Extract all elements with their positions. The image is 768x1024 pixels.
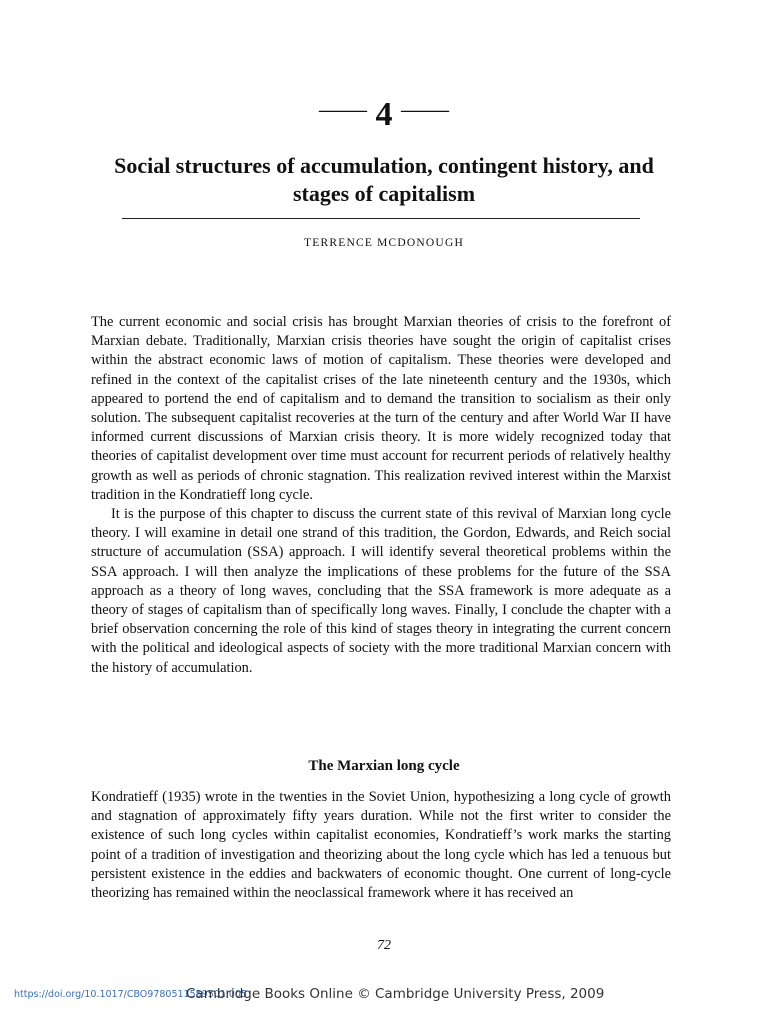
chapter-number bbox=[0, 96, 768, 134]
chapter-dash-left: —— bbox=[319, 97, 367, 123]
intro-text bbox=[91, 313, 671, 678]
section-text bbox=[91, 788, 671, 903]
copyright-notice: Cambridge Books Online © Cambridge University Press, 2009 bbox=[186, 986, 605, 1002]
section-heading: The Marxian long cycle bbox=[308, 758, 460, 774]
chapter-author: TERRENCE MCDONOUGH bbox=[304, 237, 464, 249]
doi-link[interactable]: https://doi.org/10.1017/CBO9780511559501.005 bbox=[14, 989, 248, 1000]
chapter-number-value: 4 bbox=[375, 96, 393, 133]
section-paragraph: Kondratieff (1935) wrote in the twenties in the Soviet Union, hypothesizing a long cycle of growth and stagnation of approximately fifty years duration. While not the first writer to consider the existence of such long cycles within capitalist economies, Kondratieff’s work marks the starting point of a tradition of investigation and theorizing about the long cycle which has led a tenuous but persistent existence in the eddies and backwaters of economic thought. One current of long-cycle theorizing has remained within the neoclassical framework where it has received an bbox=[91, 789, 671, 902]
page-number: 72 bbox=[377, 938, 391, 953]
chapter-title: Social structures of accumulation, contingent history, and stages of capitalism bbox=[114, 153, 654, 206]
footer bbox=[0, 986, 768, 1004]
chapter-dash-right: —— bbox=[401, 97, 449, 123]
intro-paragraph-2: It is the purpose of this chapter to discuss the current state of this revival of Marxian long cycle theory. I will examine in detail one strand of this tradition, the Gordon, Edwards, and Reich social structure of accumulation (SSA) approach. I will identify several theoretical problems within the SSA approach. I will then analyze the implications of these problems for the future of the SSA approach as a theory of long waves, concluding that the SSA framework is more adequate as a theory of stages of capitalism than of specifically long waves. Finally, I conclude the chapter with a brief observation concerning the role of this kind of stages theory in integrating the current concern with the political and ideological aspects of society with the more traditional Marxian concern with the history of accumulation. bbox=[91, 506, 671, 676]
intro-paragraph-1: The current economic and social crisis has brought Marxian theories of crisis to the forefront of Marxian debate. Traditionally, Marxian crisis theories have sought the origin of capitalist crises within the abstract economic laws of motion of capitalism. These theories were developed and refined in the context of the capitalist crises of the late nineteenth century and the 1930s, which appeared to portend the end of capitalism and to demand the transition to socialism as their only solution. The subsequent capitalist recoveries at the turn of the century and after World War II have informed current discussions of Marxian crisis theory. It is more widely recognized today that theories of capitalist development over time must account for recurrent periods of relatively healthy growth as well as periods of chronic stagnation. This realization revived interest within the Marxist tradition in the Kondratieff long cycle. bbox=[91, 314, 671, 503]
title-divider bbox=[122, 218, 640, 219]
